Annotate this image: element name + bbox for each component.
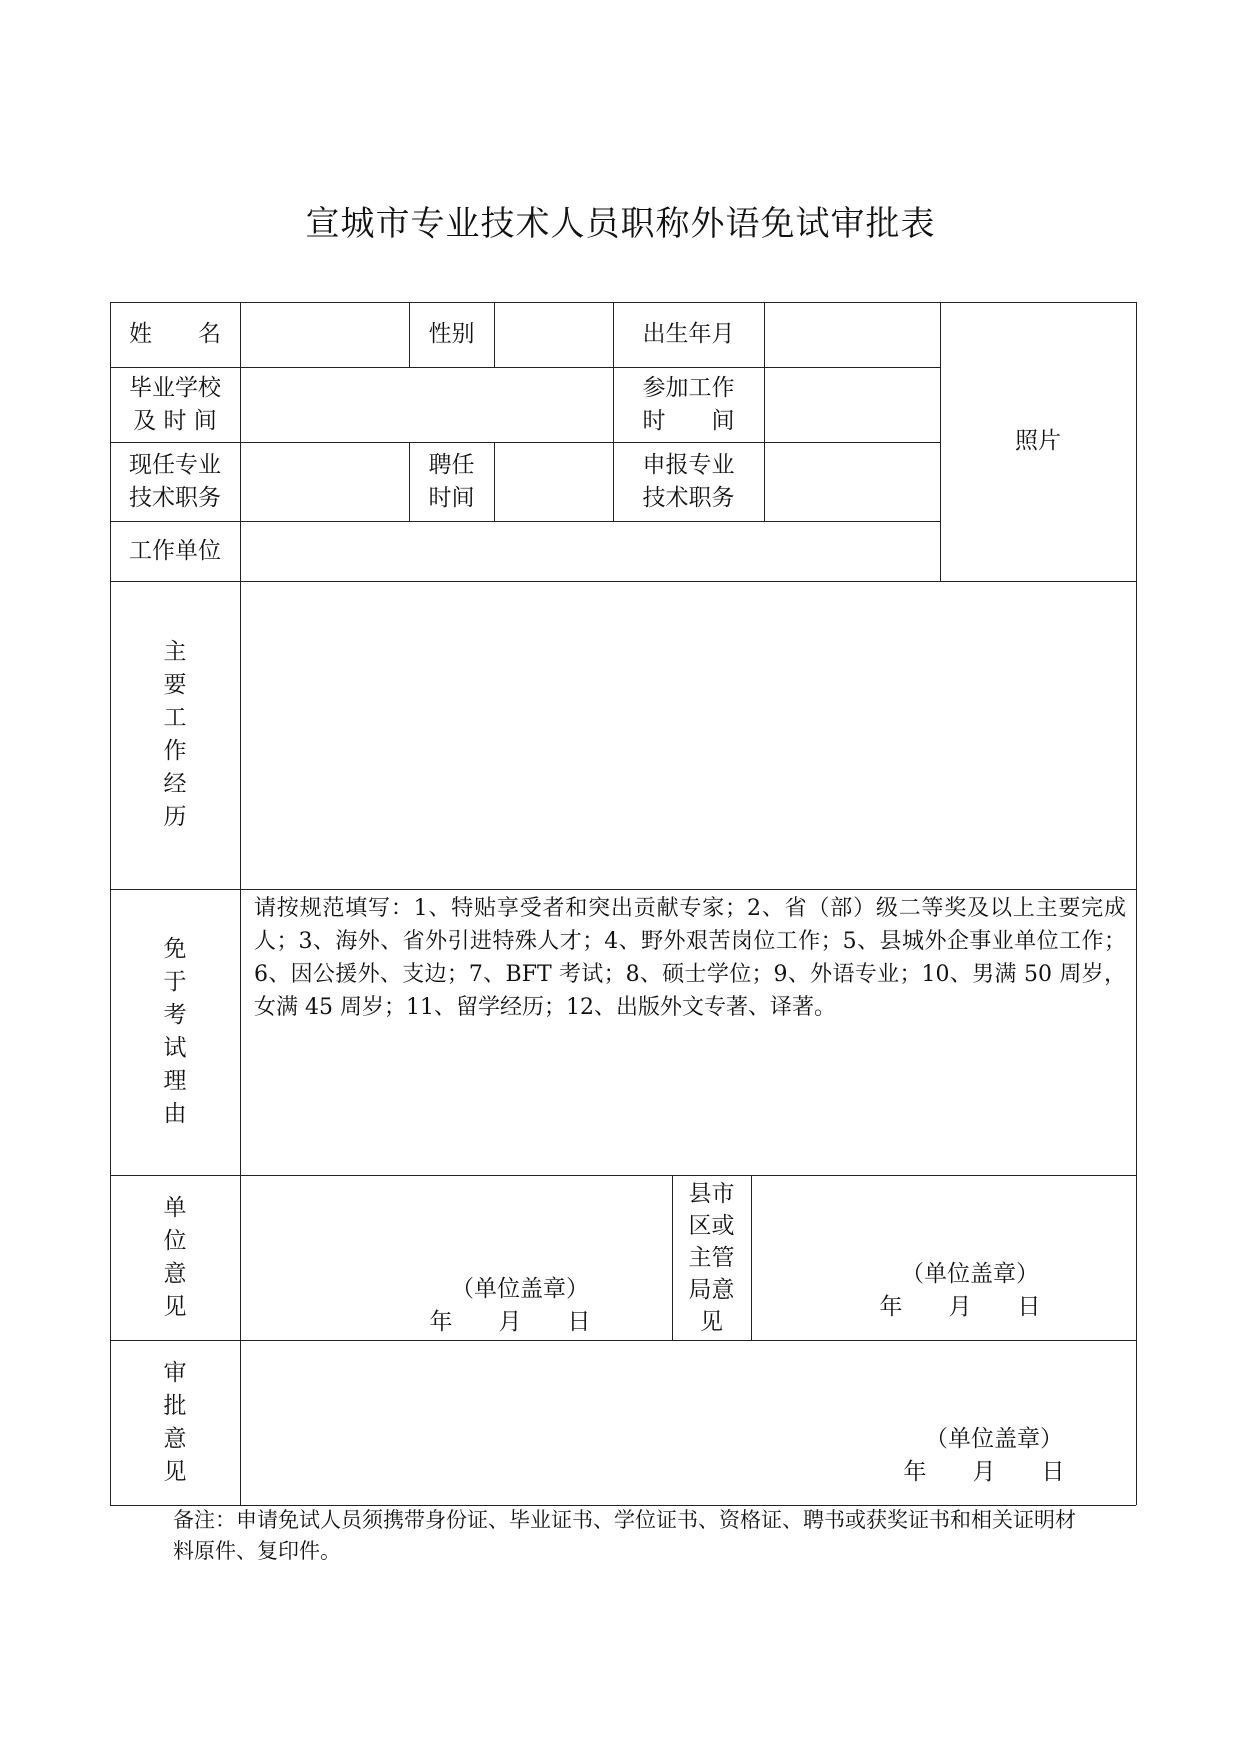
gender-input-cell[interactable] — [494, 302, 613, 367]
exemption-label: 免 于 考 试 理 由 — [163, 936, 187, 1127]
county-date-text: 年 月 日 — [879, 1294, 1041, 1320]
school-label: 毕业学校 及 时 间 — [129, 374, 221, 434]
work-start-label: 参加工作 时 间 — [642, 374, 735, 434]
exemption-instructions[interactable]: 请按规范填写：1、特贴享受者和突出贡献专家；2、省（部）级二等奖及以上主要完成人；3、海外、省外引进特殊人才；4、野外艰苦岗位工作；5、县城外企事业单位工作；6、因公援外、支边；7、BFT 考试；8、硕士学位；9、外语专业；10、男满 50 周岁，女满 45 周岁；11、留学经历；12、出版外文专著、译著。 — [254, 896, 1126, 1020]
approval-stamp-text: （单位盖章） — [925, 1426, 1063, 1452]
footnote: 备注：申请免试人员须携带身份证、毕业证书、学位证书、资格证、聘书或获奖证书和相关证明材料原件、复印件。 — [173, 1508, 1076, 1563]
gender-label: 性别 — [428, 321, 475, 347]
row-divider-5 — [110, 889, 1136, 890]
school-input-cell[interactable] — [240, 367, 613, 442]
county-stamp-text: （单位盖章） — [901, 1261, 1039, 1287]
photo-label: 照片 — [1015, 428, 1061, 454]
name-label: 姓 名 — [129, 321, 221, 347]
apply-title-input-cell[interactable] — [764, 442, 940, 521]
birth-input-cell[interactable] — [764, 302, 940, 367]
experience-label: 主 要 工 作 经 历 — [163, 639, 187, 830]
unit-opinion-label: 单 位 意 见 — [163, 1194, 187, 1320]
hire-time-input-cell[interactable] — [494, 442, 613, 521]
name-input-cell[interactable] — [240, 302, 409, 367]
employer-input-cell[interactable] — [240, 521, 940, 581]
unit-stamp-text: （单位盖章） — [451, 1276, 589, 1302]
work-start-input-cell[interactable] — [764, 367, 940, 442]
current-title-label: 现任专业 技术职务 — [129, 451, 221, 511]
county-opinion-label: 县市 区或 主管 局意 见 — [688, 1180, 735, 1335]
employer-label: 工作单位 — [129, 537, 221, 564]
birth-label: 出生年月 — [642, 321, 735, 347]
current-title-input-cell[interactable] — [240, 442, 409, 521]
approval-label: 审 批 意 见 — [163, 1359, 187, 1485]
apply-title-label: 申报专业 技术职务 — [642, 451, 735, 511]
page-title: 宣城市专业技术人员职称外语免试审批表 — [305, 204, 936, 244]
unit-date-text: 年 月 日 — [429, 1309, 591, 1335]
experience-input-cell[interactable] — [240, 581, 1136, 889]
hire-time-label: 聘任 时间 — [428, 451, 475, 511]
table-border-right — [1136, 302, 1137, 1505]
approval-form — [110, 302, 1136, 1505]
approval-date-text: 年 月 日 — [903, 1459, 1065, 1485]
